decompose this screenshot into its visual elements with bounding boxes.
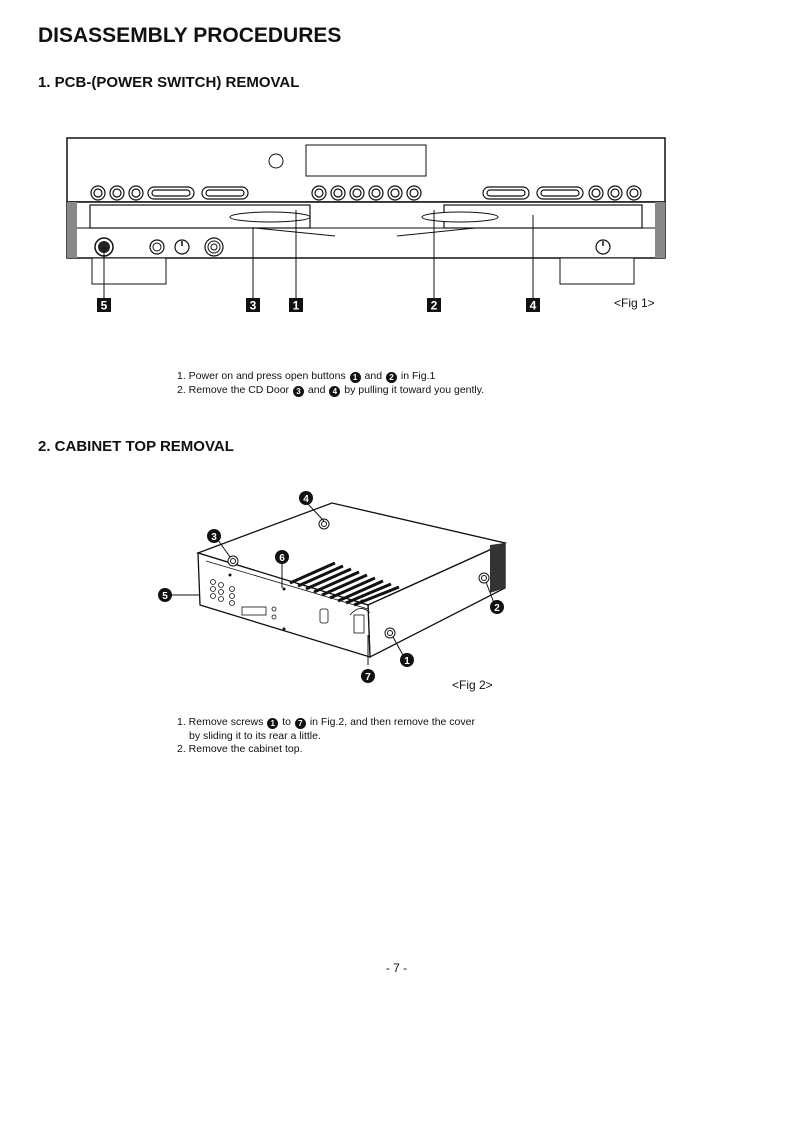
step-1-continuation: by sliding it to its rear a little. <box>189 729 321 742</box>
step-2-line: 2. Remove the cabinet top. <box>177 743 303 755</box>
svg-text:2: 2 <box>494 603 500 614</box>
fig2-callout-2 <box>490 600 504 614</box>
fig1-callout-4 <box>526 298 540 313</box>
figure-2-caption: <Fig 2> <box>452 678 493 692</box>
svg-text:3: 3 <box>249 298 257 313</box>
svg-text:3: 3 <box>211 532 217 543</box>
number-circle-7: 7 <box>295 718 306 729</box>
svg-text:4: 4 <box>303 494 309 505</box>
fig2-callout-5 <box>158 588 172 602</box>
svg-text:5: 5 <box>162 591 168 602</box>
figure-1-front-panel <box>60 130 680 320</box>
section-1-steps <box>177 370 484 397</box>
page-number: - 7 - <box>385 961 408 975</box>
number-circle-1: 1 <box>350 372 361 383</box>
fig1-callout-1 <box>289 298 303 313</box>
figure-1-caption: <Fig 1> <box>614 296 655 310</box>
step-2-line: 2. Remove the CD Door 3 and 4 by pulling it toward you gently. <box>177 383 485 396</box>
page-title: DISASSEMBLY PROCEDURES <box>38 24 342 47</box>
svg-text:7: 7 <box>365 672 371 683</box>
number-circle-4: 4 <box>329 386 340 397</box>
section-2-steps <box>177 716 475 757</box>
number-circle-2: 2 <box>386 372 397 383</box>
fig1-callout-3 <box>246 298 260 313</box>
fig1-callout-2 <box>427 298 441 313</box>
step-1-line: 1. Remove screws 1 to 7 in Fig.2, and then remove the cover <box>177 716 475 728</box>
fig1-callout-5 <box>97 298 111 313</box>
number-circle-1: 1 <box>267 718 278 729</box>
fig2-callout-6 <box>275 550 289 564</box>
fig2-callout-7 <box>361 669 375 683</box>
svg-text:5: 5 <box>100 298 108 313</box>
svg-text:1: 1 <box>292 298 300 313</box>
step-1-line: 1. Power on and press open buttons 1 and 2 in Fig.1 <box>177 370 436 382</box>
figure-2-cabinet <box>150 485 520 695</box>
svg-text:4: 4 <box>529 298 537 313</box>
section-1-title: 1. PCB-(POWER SWITCH) REMOVAL <box>38 74 300 91</box>
number-circle-3: 3 <box>293 386 304 397</box>
fig2-callout-3 <box>207 529 221 543</box>
fig2-callout-4 <box>299 491 313 505</box>
svg-text:6: 6 <box>279 553 285 564</box>
fig2-callout-1 <box>400 653 414 667</box>
svg-text:2: 2 <box>430 298 438 313</box>
svg-text:1: 1 <box>404 656 410 667</box>
section-2-title: 2. CABINET TOP REMOVAL <box>38 438 234 455</box>
